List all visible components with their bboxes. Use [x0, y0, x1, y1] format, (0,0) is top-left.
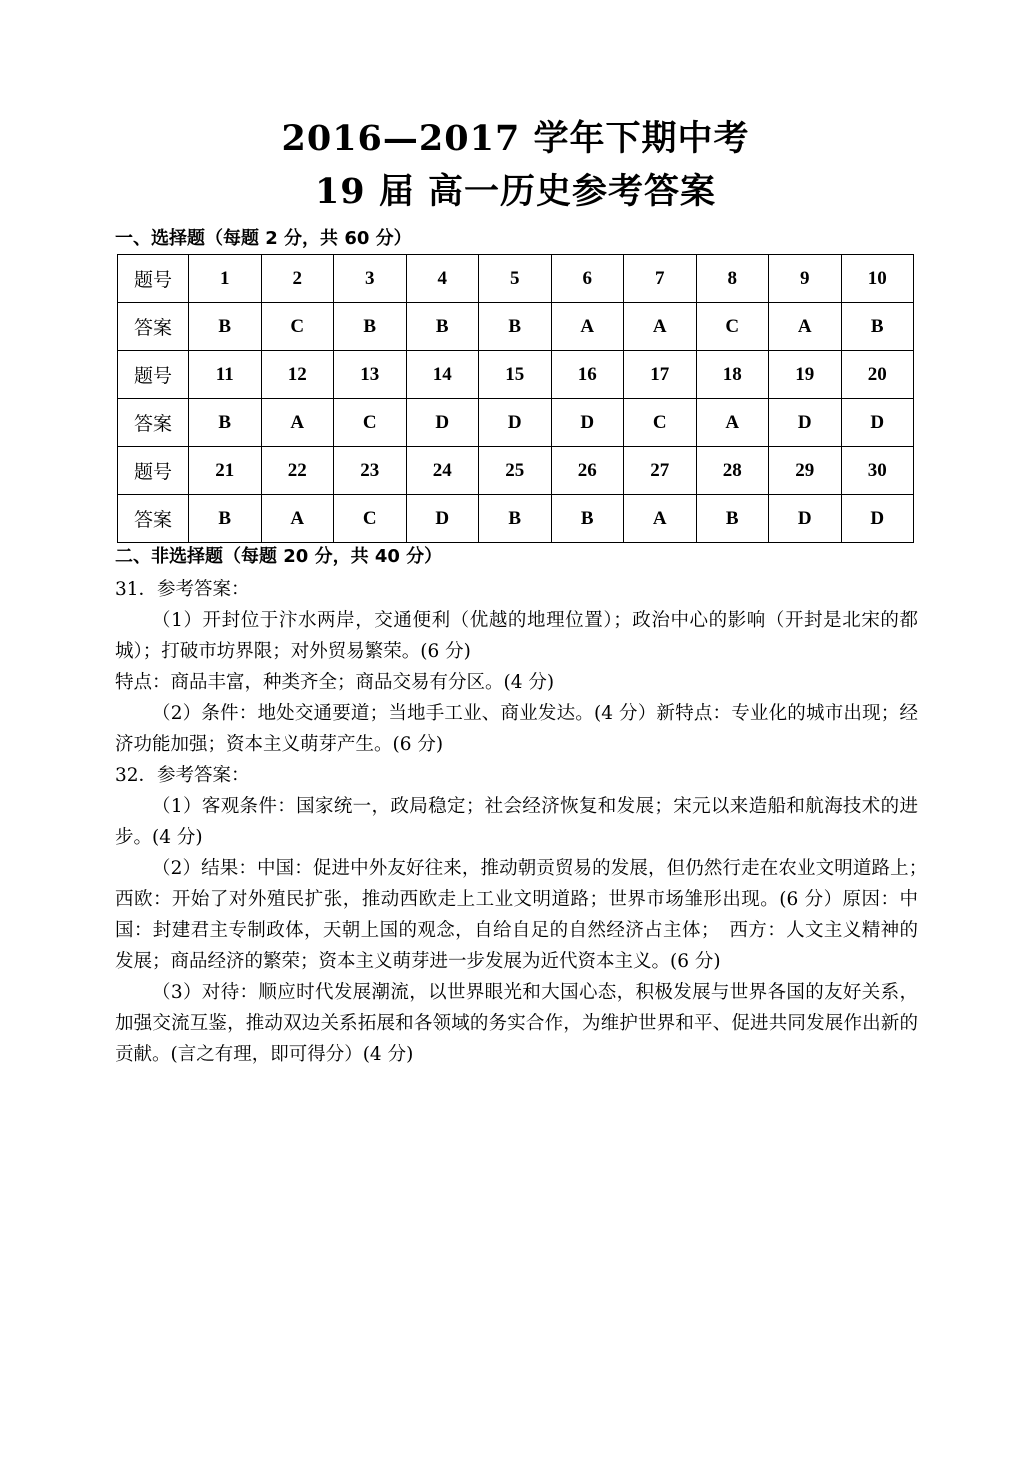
answer-cell: A: [261, 399, 334, 447]
question-number-row: [118, 255, 914, 303]
question-number-cell: 12: [261, 351, 334, 399]
answer-cell: B: [334, 303, 407, 351]
row-label: 题号: [118, 255, 189, 303]
question-number-cell: 20: [841, 351, 914, 399]
answer-cell: D: [406, 495, 479, 543]
q32-heading: 32．参考答案：: [115, 765, 250, 786]
question-number-cell: 9: [769, 255, 842, 303]
question-number-cell: 6: [551, 255, 624, 303]
question-number-row: [118, 447, 914, 495]
q31-features: 特点：商品丰富，种类齐全；商品交易有分区。(4 分): [115, 672, 555, 693]
row-label: 题号: [118, 351, 189, 399]
q32-part-2: （2）结果：中国：促进中外友好往来，推动朝贡贸易的发展，但仍然行走在农业文明道路上； 西欧：开始了对外殖民扩张，推动西欧走上工业文明道路；世界市场雏形出现。(6 分）原因：中国：封建君主专制政体，天朝上国的观念，自给自足的自然经济占主体； 西方：人文主义精神的发展；商品经济的繁荣；资本主义萌芽进一步发展为近代资本主义。(6 分): [115, 858, 937, 972]
answer-cell: D: [841, 399, 914, 447]
question-number-cell: 2: [261, 255, 334, 303]
answer-cell: C: [696, 303, 769, 351]
answer-cell: C: [334, 399, 407, 447]
answer-cell: A: [261, 495, 334, 543]
answer-table: [117, 254, 914, 543]
answer-row: [118, 303, 914, 351]
question-number-cell: 19: [769, 351, 842, 399]
question-number-cell: 5: [479, 255, 552, 303]
section-1-heading: 一、选择题（每题 2 分，共 60 分）: [115, 228, 412, 249]
answer-cell: B: [189, 399, 262, 447]
answer-cell: A: [624, 495, 697, 543]
answer-cell: B: [841, 303, 914, 351]
section-2-heading: 二、非选择题（每题 20 分，共 40 分）: [115, 546, 443, 567]
question-number-cell: 11: [189, 351, 262, 399]
question-number-cell: 29: [769, 447, 842, 495]
answer-cell: D: [769, 495, 842, 543]
question-number-cell: 1: [189, 255, 262, 303]
question-number-cell: 16: [551, 351, 624, 399]
answer-cell: A: [769, 303, 842, 351]
question-number-cell: 26: [551, 447, 624, 495]
question-number-row: [118, 351, 914, 399]
q32-part-1: （1）客观条件：国家统一，政局稳定；社会经济恢复和发展；宋元以来造船和航海技术的进步。(4 分): [115, 796, 918, 848]
answer-cell: A: [624, 303, 697, 351]
question-number-cell: 14: [406, 351, 479, 399]
answer-cell: C: [624, 399, 697, 447]
q31-part-2: （2）条件：地处交通要道；当地手工业、商业发达。(4 分）新特点：专业化的城市出现；经济功能加强；资本主义萌芽产生。(6 分): [115, 703, 918, 755]
answer-cell: D: [841, 495, 914, 543]
answer-cell: B: [479, 303, 552, 351]
answer-cell: D: [769, 399, 842, 447]
q31-part-1: （1）开封位于汴水两岸，交通便利（优越的地理位置）；政治中心的影响（开封是北宋的都城）；打破市坊界限；对外贸易繁荣。(6 分): [115, 610, 918, 662]
answer-cell: B: [406, 303, 479, 351]
answer-cell: A: [551, 303, 624, 351]
question-31: [115, 574, 918, 760]
question-number-cell: 22: [261, 447, 334, 495]
answer-cell: C: [334, 495, 407, 543]
question-number-cell: 28: [696, 447, 769, 495]
answer-cell: A: [696, 399, 769, 447]
q32-part-3: （3）对待：顺应时代发展潮流，以世界眼光和大国心态，积极发展与世界各国的友好关系，加强交流互鉴，推动双边关系拓展和各领域的务实合作，为维护世界和平、促进共同发展作出新的贡献。(言之有理，即可得分）(4 分): [115, 982, 918, 1065]
question-number-cell: 24: [406, 447, 479, 495]
answer-cell: B: [189, 303, 262, 351]
question-number-cell: 13: [334, 351, 407, 399]
answer-cell: B: [189, 495, 262, 543]
answer-cell: D: [551, 399, 624, 447]
answer-cell: D: [479, 399, 552, 447]
question-number-cell: 17: [624, 351, 697, 399]
question-number-cell: 10: [841, 255, 914, 303]
question-number-cell: 18: [696, 351, 769, 399]
question-number-cell: 7: [624, 255, 697, 303]
row-label: 题号: [118, 447, 189, 495]
row-label: 答案: [118, 495, 189, 543]
question-32: [115, 760, 937, 1070]
answer-cell: B: [479, 495, 552, 543]
answer-row: [118, 495, 914, 543]
title-line-2: 19 届 高一历史参考答案: [314, 171, 717, 212]
answer-cell: C: [261, 303, 334, 351]
question-number-cell: 23: [334, 447, 407, 495]
answer-cell: D: [406, 399, 479, 447]
question-number-cell: 21: [189, 447, 262, 495]
question-number-cell: 15: [479, 351, 552, 399]
answer-cell: B: [551, 495, 624, 543]
question-number-cell: 3: [334, 255, 407, 303]
row-label: 答案: [118, 399, 189, 447]
answer-row: [118, 399, 914, 447]
title-line-1: 2016—2017 学年下期中考: [281, 118, 750, 159]
question-number-cell: 8: [696, 255, 769, 303]
answer-cell: B: [696, 495, 769, 543]
question-number-cell: 30: [841, 447, 914, 495]
question-number-cell: 4: [406, 255, 479, 303]
question-number-cell: 25: [479, 447, 552, 495]
question-number-cell: 27: [624, 447, 697, 495]
q31-heading: 31．参考答案：: [115, 579, 250, 600]
row-label: 答案: [118, 303, 189, 351]
